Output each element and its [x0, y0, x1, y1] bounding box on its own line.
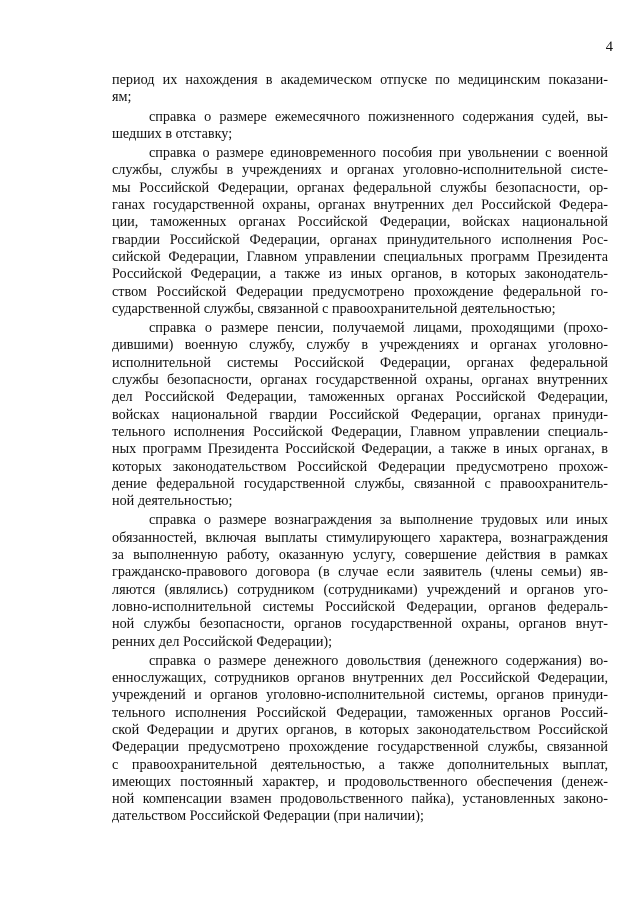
text-line: Российской Федерации, а также из иных органов, в которых законодатель-: [112, 266, 608, 283]
document-body: [112, 72, 608, 826]
text-line: дившими) военную службу, службу в учреждениях и органах уголовно-: [112, 337, 608, 354]
text-line: службы, службы в учреждениях и органах уголовно-исполнительной систе-: [112, 162, 608, 179]
text-line: ством Российской Федерации предусмотрено прохождение федеральной го-: [112, 283, 608, 300]
text-line: сударственной службы, связанной с правоохранительной деятельностью;: [112, 300, 556, 317]
paragraph: [112, 72, 608, 107]
text-line: дение федеральной государственной службы, связанной с правоохранитель-: [112, 475, 608, 492]
paragraph: [112, 320, 608, 510]
text-line: гвардии Российской Федерации, органах принудительного исполнения Рос-: [112, 231, 608, 248]
text-line: ям;: [112, 89, 132, 106]
text-line: войсках национальной гвардии Российской Федерации, органах принуди-: [112, 406, 608, 423]
text-line: справка о размере пенсии, получаемой лицами, проходящими (прохо-: [149, 320, 608, 337]
text-line: ганах государственной охраны, органах внутренних дел Российской Федера-: [112, 197, 608, 214]
page-number: 4: [605, 39, 613, 55]
text-line: период их нахождения в академическом отпуске по медицинским показани-: [112, 72, 608, 88]
text-line: Федерации предусмотрено прохождение государственной службы, связанной: [112, 739, 608, 756]
text-line: справка о размере единовременного пособия при увольнении с военной: [149, 145, 608, 162]
text-line: шедших в отставку;: [112, 125, 233, 142]
text-line: ской Федерации и других органов, в которых законодательством Российской: [112, 721, 608, 738]
text-line: ренних дел Российской Федерации);: [112, 633, 333, 650]
paragraph: [112, 512, 608, 650]
text-line: с правоохранительной деятельностью, а также дополнительных выплат,: [112, 756, 608, 773]
text-line: ловно-исполнительной системы Российской Федерации, органов федераль-: [112, 598, 608, 615]
paragraph: [112, 145, 608, 318]
text-line: ных программ Президента Российской Федерации, а также в иных органах, в: [112, 441, 608, 458]
text-line: сийской Федерации, Главном управлении специальных программ Президента: [112, 248, 608, 265]
text-line: тельного исполнения Российской Федерации, таможенных органов Россий-: [112, 704, 608, 721]
text-line: ной деятельностью;: [112, 493, 233, 510]
text-line: мы Российской Федерации, органах федеральной службы безопасности, ор-: [112, 179, 608, 196]
text-line: ции, таможенных органах Российской Федерации, войсках национальной: [112, 214, 608, 231]
text-line: дательством Российской Федерации (при наличии);: [112, 808, 424, 825]
text-line: еннослужащих, сотрудников органов внутренних дел Российской Федерации,: [112, 670, 608, 687]
text-line: за выполненную работу, оказанную услугу, совершение действия в рамках: [112, 547, 608, 564]
paragraph: [112, 109, 608, 144]
text-line: исполнительной системы Российской Федерации, органах федеральной: [112, 354, 608, 371]
text-line: тельного исполнения Российской Федерации, Главном управлении специаль-: [112, 423, 608, 440]
paragraph: [112, 653, 608, 826]
text-line: ной службы безопасности, органов государственной охраны, органов внут-: [112, 616, 608, 633]
text-line: справка о размере ежемесячного пожизненного содержания судей, вы-: [149, 108, 608, 125]
text-line: которых законодательством Российской Федерации предусмотрено прохож-: [112, 458, 608, 475]
text-line: справка о размере денежного довольствия (денежного содержания) во-: [149, 652, 608, 669]
text-line: службы безопасности, органах государственной охраны, органах внутренних: [112, 372, 608, 389]
text-line: учреждений и органов уголовно-исполнительной системы, органов принуди-: [112, 687, 608, 704]
text-line: ной компенсации взамен продовольственного пайка), установленных законо-: [112, 791, 608, 808]
text-line: справка о размере вознаграждения за выполнение трудовых или иных: [149, 512, 608, 529]
text-line: дел Российской Федерации, таможенных органах Российской Федерации,: [112, 389, 608, 406]
text-line: обязанностей, включая выплаты стимулирующего характера, вознаграждения: [112, 529, 608, 546]
text-line: гражданско-правового договора (в случае если заявитель (члены семьи) яв-: [112, 564, 608, 581]
text-line: ляются (являлись) сотрудником (сотрудниками) учреждений и органов уго-: [112, 581, 608, 598]
text-line: имеющих постоянный характер, и продовольственного обеспечения (денеж-: [112, 773, 608, 790]
